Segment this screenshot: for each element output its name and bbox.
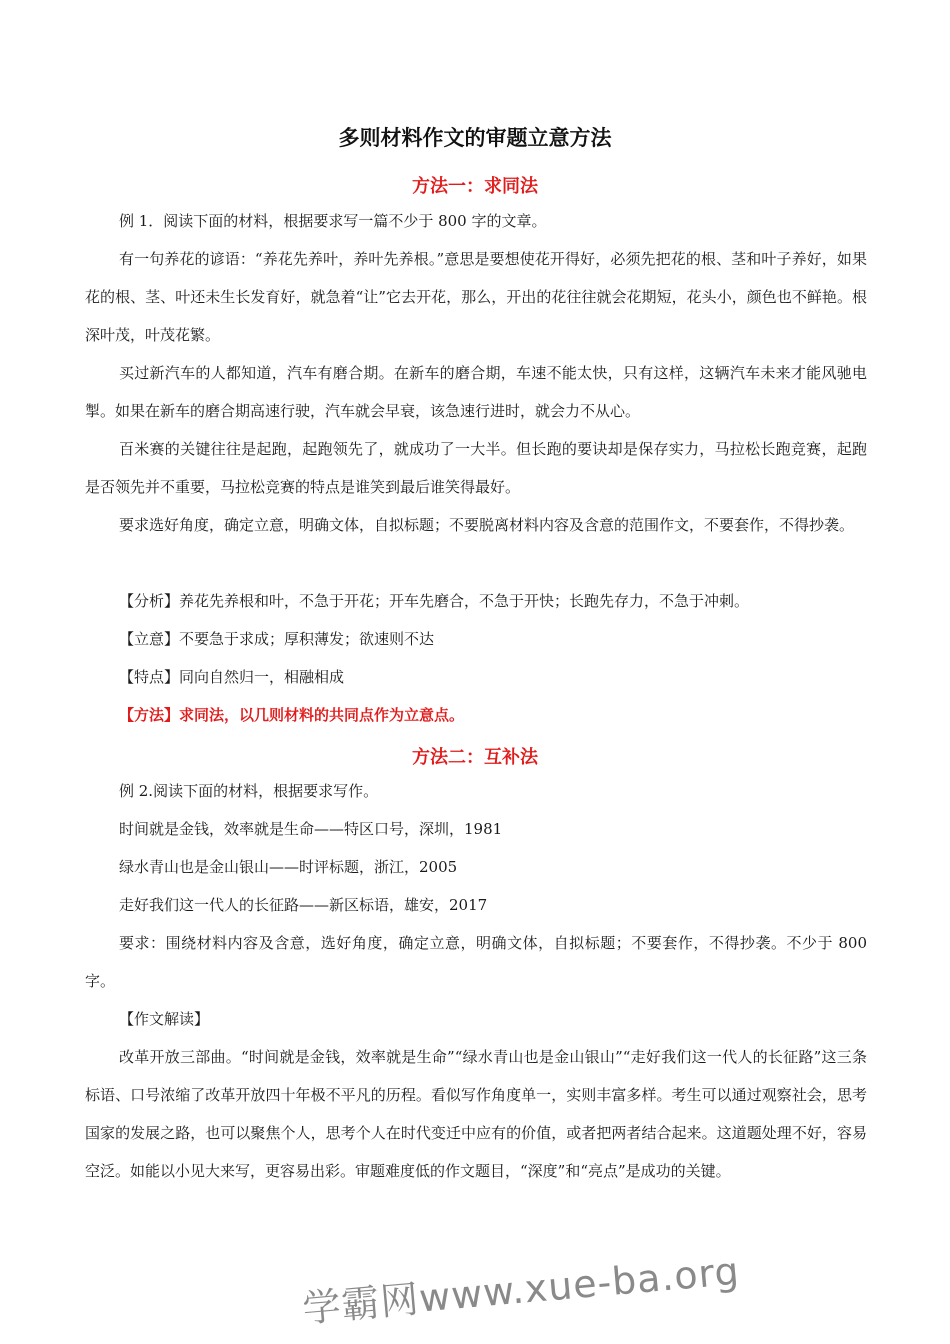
slogan-1: 时间就是金钱，效率就是生命——特区口号，深圳，1981	[119, 820, 503, 838]
method1-summary: 【方法】求同法，以几则材料的共同点作为立意点。	[119, 706, 465, 724]
example1-paragraph-3: 百米赛的关键往往是起跑，起跑领先了，就成功了一大半。但长跑的要诀却是保存实力，马拉松长跑竞赛，起跑是否领先并不重要，马拉松竞赛的特点是谁笑到最后谁笑得最好。	[85, 440, 867, 496]
example2-intro: 例 2.阅读下面的材料，根据要求写作。	[119, 782, 379, 800]
reading-body: 改革开放三部曲。“时间就是金钱，效率就是生命”“绿水青山也是金山银山”“走好我们这一代人的长征路”这三条标语、口号浓缩了改革开放四十年极不平凡的历程。看似写作角度单一，实则丰富多样。考生可以通过观察社会，思考国家的发展之路，也可以聚焦个人，思考个人在时代变迁中应有的价值，或者把两者结合起来。这道题处理不好，容易空泛。如能以小见大来写，更容易出彩。审题难度低的作文题目，“深度”和“亮点”是成功的关键。	[85, 1048, 867, 1180]
example1-paragraph-2: 买过新汽车的人都知道，汽车有磨合期。在新车的磨合期，车速不能太快，只有这样，这辆汽车未来才能风驰电掣。如果在新车的磨合期高速行驶，汽车就会早衰，该急速行进时，就会力不从心。	[85, 364, 867, 420]
slogan-3: 走好我们这一代人的长征路——新区标语，雄安，2017	[119, 896, 488, 914]
method1-heading: 方法一：求同法	[412, 176, 538, 197]
feature-line: 【特点】同向自然归一，相融相成	[119, 668, 345, 686]
example2-requirements: 要求：围绕材料内容及含意，选好角度，确定立意，明确文体，自拟标题；不要套作，不得抄袭。不少于 800 字。	[85, 934, 867, 990]
document-title: 多则材料作文的审题立意方法	[338, 126, 612, 150]
example1-paragraph-1: 有一句养花的谚语：“养花先养叶，养叶先养根。”意思是要想使花开得好，必须先把花的根、茎和叶子养好，如果花的根、茎、叶还未生长发育好，就急着“让”它去开花，那么，开出的花往往就会花期短，花头小，颜色也不鲜艳。根深叶茂，叶茂花繁。	[85, 250, 867, 344]
analysis-line: 【分析】养花先养根和叶，不急于开花；开车先磨合，不急于开快；长跑先存力，不急于冲刺。	[119, 592, 750, 610]
theme-line: 【立意】不要急于求成；厚积薄发；欲速则不达	[119, 630, 435, 648]
example1-requirements: 要求选好角度，确定立意，明确文体，自拟标题；不要脱离材料内容及含意的范围作文，不要套作，不得抄袭。	[119, 516, 855, 534]
watermark: 学霸网www.xue-ba.org	[300, 1248, 742, 1331]
method2-heading: 方法二：互补法	[412, 747, 538, 768]
slogan-2: 绿水青山也是金山银山——时评标题，浙江，2005	[119, 858, 458, 876]
example1-intro: 例 1．阅读下面的材料，根据要求写一篇不少于 800 字的文章。	[119, 212, 547, 230]
reading-label: 【作文解读】	[119, 1010, 210, 1028]
